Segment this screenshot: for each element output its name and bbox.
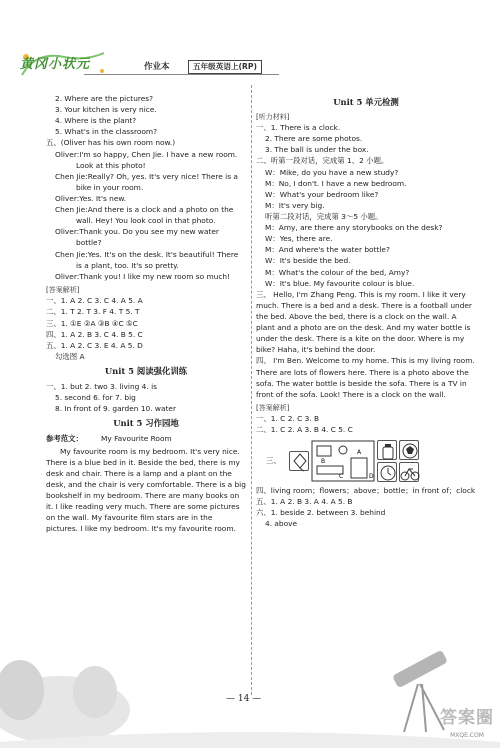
speaker: Oliver:	[55, 149, 80, 159]
answer-row: 一、1. A 2. C 3. C 4. A 5. A	[46, 296, 143, 306]
dialogue	[46, 149, 246, 282]
page-number: — 14 —	[226, 694, 262, 704]
utterance: Really? Oh, yes. It's very nice! There is a bike in your room.	[76, 171, 238, 192]
dialogue-line: W：Yes, there are.	[265, 234, 333, 244]
dialogue-line	[55, 149, 246, 171]
watermark-logo: 答案圈	[440, 707, 494, 728]
speaker: Chen Jie:	[55, 171, 88, 181]
picture-answer-row	[256, 440, 476, 482]
unit-test-title: Unit 5 单元检测	[333, 97, 399, 107]
dialogue-line: W：Mike, do you have a new study?	[265, 167, 399, 177]
list-item: 2. There are some photos.	[265, 134, 363, 144]
bike-picture	[399, 462, 419, 482]
speaker: Oliver:	[55, 193, 80, 203]
answer-list	[256, 413, 476, 435]
pic-label-d: D	[368, 472, 374, 480]
dialogue-line	[55, 193, 246, 204]
utterance: Thank you! I like my new room so much!	[79, 271, 231, 281]
kite-picture	[289, 451, 309, 471]
right-column	[256, 93, 476, 529]
part4-passage: 四、 I'm Ben. Welcome to my home. This is my living room. There are lots of flowers here. There is a photo above the sofa. The water bottle is beside the sofa. There is a TV in front of the sofa. Look! There is a clock on the wall.	[256, 356, 475, 399]
dialogue-line: W：It's blue. My favourite colour is blue.	[265, 278, 415, 288]
left-column	[46, 93, 246, 535]
clock-picture	[377, 462, 397, 482]
header	[20, 55, 480, 93]
speaker: Oliver:	[55, 271, 80, 281]
utterance: Yes. It's on the desk. It's beautiful! There is a plant, too. It's so pretty.	[76, 249, 239, 270]
watermark	[440, 706, 494, 741]
header-rule	[84, 74, 279, 75]
dialogue-line: W：What's your bedroom like?	[265, 189, 379, 199]
answer-row: 五、1. A 2. B 3. A 4. A 5. B	[256, 496, 353, 506]
answer-row: 二、1. T 2. T 3. F 4. T 5. T	[46, 307, 140, 317]
pic-label-b: B	[320, 457, 325, 465]
dialogue-1	[256, 167, 476, 211]
speaker: Oliver:	[55, 227, 80, 237]
answer-row: 4. above	[265, 518, 298, 528]
answer-row: 5. second 6. for 7. big	[55, 392, 136, 402]
writing-section-title: Unit 5 习作园地	[113, 417, 179, 428]
dialogue-line	[55, 171, 246, 193]
dialogue-line	[55, 271, 246, 282]
answer-row: 六、1. beside 2. between 3. behind	[256, 507, 386, 517]
answer-row: 五、1. A 2. C 3. E 4. A 5. D	[46, 340, 143, 350]
book-title: 作业本	[144, 62, 170, 72]
part1	[256, 122, 476, 155]
top-items	[46, 93, 246, 137]
dialogue-line: M：And where's the water bottle?	[265, 245, 390, 255]
essay-title: My Favourite Room	[100, 433, 172, 443]
answer-label: [答案解析]	[46, 285, 80, 294]
answer-row: 二、1. C 2. A 3. B 4. C 5. C	[256, 425, 353, 435]
utterance: I'm so happy, Chen Jie. I have a new room. Look at this photo!	[76, 149, 238, 170]
part2-heading: 二、听第一段对话，完成第 1、2 小题。	[256, 156, 389, 166]
dialogue-line: M：Amy, are there any storybooks on the desk?	[265, 223, 443, 233]
watermark-url: MXQE.COM	[450, 732, 484, 739]
dialogue-line: W：It's beside the bed.	[265, 256, 351, 266]
answer-label: [答案解析]	[256, 403, 290, 412]
answer-list	[46, 295, 246, 362]
answer-list-2	[256, 485, 476, 529]
reading-answers	[46, 381, 246, 414]
answer-row: 三、1. ①E ②A ③B ④C ⑤C	[46, 318, 138, 328]
essay-body: My favourite room is my bedroom. It's very nice. There is a blue bed in it. Beside the bed, there is my desk and chair. There is a lamp and a plant on the desk, and the chair is very comfortable. There is a big bookshelf in my bedroom. There are many books on it. I like reading very much. There are some pictures on the wall. My favourite film stars are in the pictures. I like my bedroom. It's my favourite room.	[46, 446, 246, 534]
brand-logo: 黄冈小状元	[20, 57, 91, 72]
dialogue-line: M：No, I don't. I have a new bedroom.	[265, 178, 407, 188]
essay-heading	[46, 433, 246, 444]
list-item: 4. Where is the plant?	[55, 116, 137, 126]
ball-picture	[399, 440, 419, 460]
picture-column	[399, 440, 419, 482]
speaker: Chen Jie:	[55, 205, 88, 215]
dialogue-line: M：What's the colour of the bed, Amy?	[265, 267, 410, 277]
dialogue-line	[55, 204, 246, 226]
utterance: And there is a clock and a photo on the wall. Hey! You look cool in that photo.	[76, 205, 234, 226]
room-picture	[311, 440, 375, 482]
dialogue-line	[55, 249, 246, 271]
list-item: 3. The ball is under the box.	[265, 145, 369, 155]
dialogue-2	[256, 222, 476, 289]
grade-label: 五年级英语上(RP)	[188, 60, 262, 74]
answer-row: 8. In front of 9. garden 10. water	[55, 403, 176, 413]
dialogue-line: M：It's very big.	[265, 200, 325, 210]
part3-passage: 三、 Hello, I'm Zhang Peng. This is my room. I like it very much. There is a bed and a desk. There is a football under the bed. Above the bed, there is a clock on the wall. A plant and a photo are on the desk. And my water bottle is under the desk. There is a kite on the door. Where is my bike? Haha, it's behind the door.	[256, 289, 472, 355]
essay-label: 参考范文：	[46, 433, 83, 443]
answer-row: 四、1. A 2. B 3. C 4. B 5. C	[46, 329, 143, 339]
part2-heading-2: 听第二段对话，完成第 3～5 小题。	[265, 211, 383, 221]
speaker: Chen Jie:	[55, 249, 88, 259]
q3-label: 三、	[266, 456, 281, 465]
pic-label-c: C	[338, 472, 343, 480]
utterance: Yes. It's new.	[79, 193, 127, 203]
reading-section-title: Unit 5 阅读强化训练	[104, 366, 188, 377]
bottle-picture	[377, 440, 397, 460]
listening-label: [听力材料]	[256, 112, 290, 121]
dialogue-line	[55, 226, 246, 248]
answer-row: 四、living room；flowers；above；bottle；in front of；clock	[256, 485, 476, 495]
answer-row: 一、1. C 2. C 3. B	[256, 414, 320, 424]
utterance: Thank you. Do you see my new water bottle?	[76, 227, 219, 248]
section-heading: 五、(Oliver has his own room now.)	[46, 138, 176, 148]
list-item: 5. What's in the classroom?	[55, 127, 158, 137]
answer-row: 一、1. but 2. two 3. living 4. is	[46, 381, 157, 391]
picture-column	[377, 440, 397, 482]
column-divider	[251, 85, 252, 695]
list-item: 2. Where are the pictures?	[55, 94, 154, 103]
answer-row: 勾选图 A	[55, 351, 85, 361]
list-item: 3. Your kitchen is very nice.	[55, 105, 157, 115]
list-item: 一、1. There is a clock.	[256, 123, 341, 133]
pic-label-a: A	[356, 448, 361, 456]
